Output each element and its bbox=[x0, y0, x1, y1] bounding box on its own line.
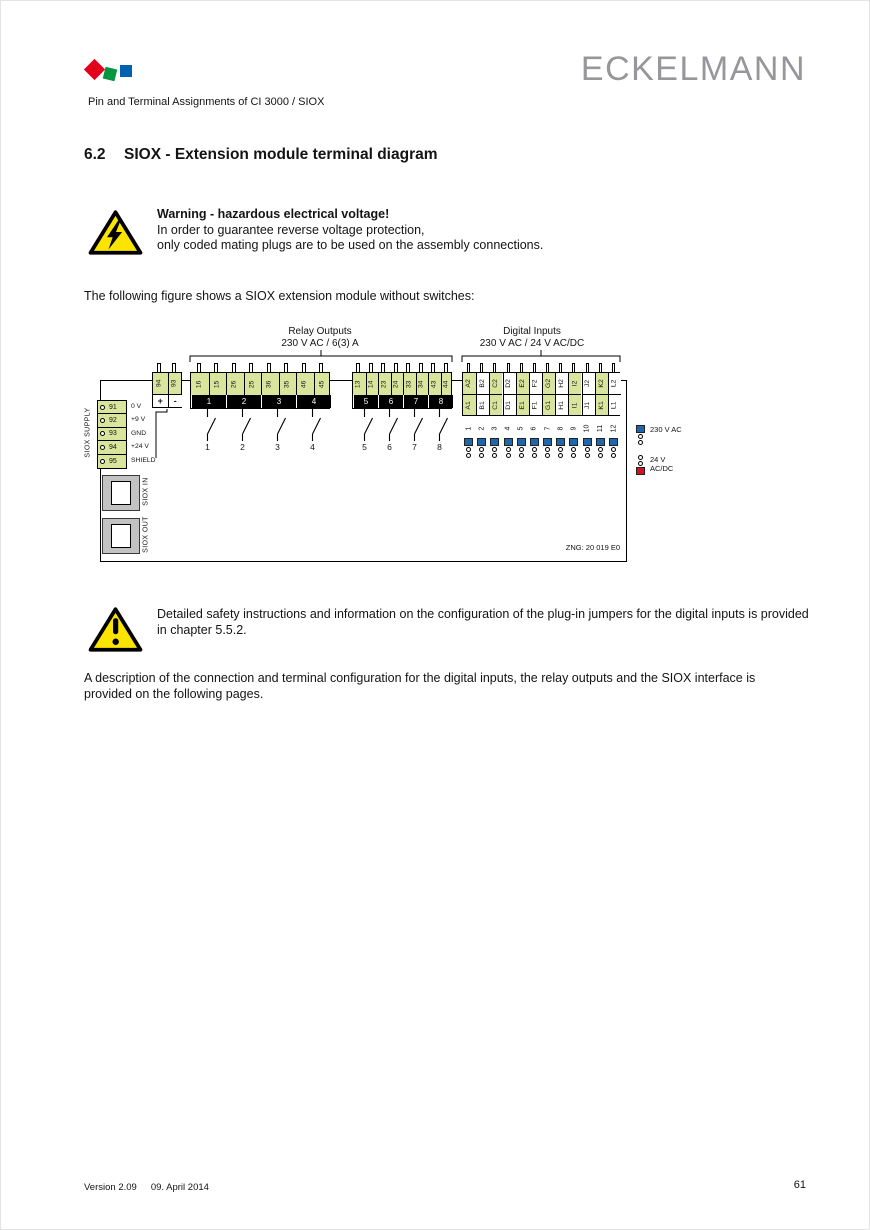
digital-pin-label: G1 bbox=[544, 400, 552, 410]
jumper-pin bbox=[492, 453, 497, 458]
digital-terminal-B1 bbox=[477, 394, 489, 415]
jumper-cap bbox=[569, 438, 578, 446]
section-title: SIOX - Extension module terminal diagram bbox=[124, 146, 438, 163]
high-voltage-warning-icon bbox=[88, 208, 143, 257]
power-terminal-94 bbox=[153, 373, 168, 394]
info-warning-text: Detailed safety instructions and information on the configuration of the plug-in jumpers for the digital inputs is provided in chapter 5.5.2. bbox=[157, 607, 809, 637]
jumper-number bbox=[610, 419, 618, 437]
jumper-pin bbox=[638, 440, 643, 445]
jumper-number bbox=[559, 419, 563, 437]
jumper-pin bbox=[558, 447, 563, 452]
jumper-pin bbox=[545, 447, 550, 452]
jumper-number bbox=[493, 419, 497, 437]
supply-pin-circle bbox=[100, 418, 105, 423]
footer-version bbox=[84, 1182, 209, 1193]
legend-label-line: 24 V bbox=[650, 455, 666, 464]
digital-pin-label: G2 bbox=[544, 378, 552, 389]
input-jumper-column bbox=[528, 419, 541, 458]
jumper-cap bbox=[530, 438, 539, 446]
supply-terminal-number: 95 bbox=[109, 457, 117, 465]
relay-pin-label: 25 bbox=[248, 380, 256, 388]
jumper-cap bbox=[556, 438, 565, 446]
digital-inputs-bracket bbox=[462, 350, 620, 362]
jumper-cap bbox=[490, 438, 499, 446]
supply-terminal-number: 91 bbox=[109, 403, 117, 411]
relay-terminal-strip-a bbox=[190, 372, 330, 409]
voltage-warning-line1: In order to guarantee reverse voltage protection, bbox=[157, 222, 425, 237]
digital-input-column bbox=[463, 373, 476, 415]
jumper-pin bbox=[611, 447, 616, 452]
voltage-warning-text bbox=[157, 207, 757, 254]
header-subtitle: Pin and Terminal Assignments of CI 3000 / SIOX bbox=[88, 96, 325, 108]
relay-switch-number: 6 bbox=[387, 442, 392, 452]
relay-number-box: 3 bbox=[261, 395, 296, 408]
jumper-icon-230v bbox=[556, 437, 565, 458]
jumper-icon-230v bbox=[464, 437, 473, 458]
relay-number-box: 5 bbox=[353, 395, 378, 408]
input-jumper-column bbox=[515, 419, 528, 458]
digital-input-column bbox=[568, 373, 581, 415]
section-number: 6.2 bbox=[84, 146, 106, 163]
exclamation-bar-icon bbox=[113, 618, 118, 634]
brand-wordmark: ECKELMANN bbox=[580, 50, 806, 88]
supply-pin-circle bbox=[100, 445, 105, 450]
digital-input-column bbox=[595, 373, 608, 415]
jumper-number-label: 7 bbox=[544, 426, 552, 430]
jumper-pin bbox=[571, 453, 576, 458]
relay-terminal-35 bbox=[279, 373, 297, 395]
voltage-warning-title: Warning - hazardous electrical voltage! bbox=[157, 207, 390, 221]
legend-label-line: AC/DC bbox=[650, 464, 674, 473]
relay-switch-number: 5 bbox=[362, 442, 367, 452]
power-pin-label: 94 bbox=[155, 379, 163, 388]
jumper-number bbox=[480, 419, 484, 437]
relay-outputs-rating: 230 V AC / 6(3) A bbox=[281, 338, 359, 349]
jumper-icon-230v bbox=[477, 437, 486, 458]
jumper-number bbox=[597, 419, 604, 437]
supply-terminal-row bbox=[98, 401, 126, 414]
digital-input-column bbox=[529, 373, 542, 415]
siox-out-connector bbox=[102, 518, 140, 554]
jumper-icon-230v bbox=[517, 437, 526, 458]
digital-terminal-A2 bbox=[463, 373, 476, 394]
jumper-pin bbox=[506, 447, 511, 452]
supply-terminal-number: 92 bbox=[109, 417, 117, 425]
relay-switch-symbol bbox=[278, 418, 286, 434]
relay-terminal-24 bbox=[391, 373, 404, 395]
digital-pin-label: I2 bbox=[571, 380, 578, 387]
relay-terminal-36 bbox=[261, 373, 279, 395]
relay-pin-label: 33 bbox=[405, 380, 413, 388]
legend-item-230v bbox=[636, 424, 682, 445]
relay-switch-symbol bbox=[243, 418, 251, 434]
page-number: 61 bbox=[793, 1179, 806, 1191]
relay-switch-number: 3 bbox=[275, 442, 280, 452]
supply-pin-circle bbox=[100, 431, 105, 436]
digital-pin-label: E2 bbox=[518, 379, 526, 388]
jumper-pin bbox=[598, 447, 603, 452]
digital-pin-label: F2 bbox=[531, 379, 539, 388]
input-jumper-column bbox=[594, 419, 607, 458]
digital-terminal-strip bbox=[462, 372, 620, 416]
relay-terminal-34 bbox=[416, 373, 429, 395]
supply-terminal-row bbox=[98, 441, 126, 454]
jumper-icon-230v bbox=[543, 437, 552, 458]
jumper-pin bbox=[466, 447, 471, 452]
legend-label-line: 230 V AC bbox=[650, 425, 682, 434]
relay-terminal-23 bbox=[378, 373, 391, 395]
digital-pin-label: C1 bbox=[492, 400, 499, 410]
digital-terminal-G2 bbox=[543, 373, 555, 394]
exclamation-dot-icon bbox=[112, 639, 118, 645]
digital-terminal-A1 bbox=[463, 394, 476, 415]
digital-terminal-F2 bbox=[530, 373, 542, 394]
legend-label bbox=[650, 454, 673, 473]
supply-pin-circle bbox=[100, 459, 105, 464]
power-terminal-93 bbox=[168, 373, 183, 394]
digital-terminal-I1 bbox=[569, 394, 581, 415]
digital-pin-label: E1 bbox=[518, 400, 526, 410]
eckelmann-logo-mark bbox=[85, 57, 137, 89]
input-jumper-column bbox=[581, 419, 594, 458]
jumper-pin bbox=[519, 453, 524, 458]
digital-terminal-F1 bbox=[530, 394, 542, 415]
power-terminal-block bbox=[152, 372, 182, 408]
digital-input-column bbox=[542, 373, 555, 415]
jumper-number-label: 4 bbox=[504, 426, 512, 430]
supply-terminal-row bbox=[98, 414, 126, 427]
jumper-cap bbox=[517, 438, 526, 446]
jumper-number bbox=[519, 419, 523, 437]
digital-pin-label: A2 bbox=[465, 379, 473, 388]
terminal-diagram bbox=[80, 322, 740, 572]
relay-switch-symbol bbox=[208, 418, 216, 434]
relay-terminal-43 bbox=[428, 373, 441, 395]
digital-input-column bbox=[555, 373, 568, 415]
relay-outputs-bracket bbox=[190, 350, 452, 362]
relay-switch-number: 4 bbox=[310, 442, 315, 452]
digital-terminal-J1 bbox=[583, 394, 595, 415]
digital-pin-label: B2 bbox=[478, 379, 486, 388]
jumper-number bbox=[572, 419, 576, 437]
relay-terminal-strip-b bbox=[352, 372, 452, 409]
jumper-icon-230v bbox=[490, 437, 499, 458]
jumper-pin bbox=[466, 453, 471, 458]
relay-pin-label: 45 bbox=[318, 380, 326, 388]
logo-green-square-icon bbox=[103, 67, 118, 82]
jumper-pin bbox=[598, 453, 603, 458]
jumper-pin bbox=[638, 434, 643, 439]
relay-switch-symbol bbox=[440, 418, 448, 434]
digital-pin-label: D1 bbox=[505, 400, 513, 410]
siox-supply-label: SIOX SUPPLY bbox=[84, 407, 92, 458]
supply-wiring-line bbox=[156, 409, 167, 458]
siox-out-label: SIOX OUT bbox=[142, 516, 150, 553]
digital-pin-label: D2 bbox=[505, 379, 513, 388]
relay-terminal-14 bbox=[366, 373, 379, 395]
siox-in-connector bbox=[102, 475, 140, 511]
jumper-pin bbox=[558, 453, 563, 458]
section-heading bbox=[84, 146, 438, 164]
relay-terminal-16 bbox=[191, 373, 209, 395]
jumper-pin bbox=[585, 447, 590, 452]
input-jumper-column bbox=[475, 419, 488, 458]
input-jumper-column bbox=[554, 419, 567, 458]
supply-terminal-label: 0 V bbox=[131, 403, 142, 410]
digital-pin-label: B1 bbox=[478, 400, 486, 410]
jumper-number-label: 6 bbox=[530, 426, 538, 430]
general-warning-icon bbox=[88, 605, 143, 654]
relay-pin-label: 15 bbox=[213, 380, 221, 388]
jumper-cap bbox=[504, 438, 513, 446]
digital-pin-label: L1 bbox=[610, 401, 618, 409]
relay-switch-number: 2 bbox=[240, 442, 245, 452]
relay-pin-label: 23 bbox=[380, 380, 388, 388]
digital-pin-label: H2 bbox=[557, 379, 565, 388]
relay-terminal-44 bbox=[441, 373, 454, 395]
jumper-number-label: 3 bbox=[491, 426, 499, 430]
digital-terminal-D2 bbox=[504, 373, 516, 394]
relay-terminal-25 bbox=[244, 373, 262, 395]
jumper-cap bbox=[636, 467, 645, 475]
jumper-number-label: 8 bbox=[557, 426, 565, 430]
jumper-cap bbox=[636, 425, 645, 433]
jumper-pin bbox=[611, 453, 616, 458]
jumper-number bbox=[532, 419, 536, 437]
relay-terminal-33 bbox=[403, 373, 416, 395]
digital-pin-label: C2 bbox=[492, 379, 499, 388]
supply-terminal-label: +9 V bbox=[131, 416, 146, 424]
supply-terminal-label: SHIELD bbox=[131, 456, 156, 464]
digital-terminal-I2 bbox=[569, 373, 581, 394]
jumper-number bbox=[467, 419, 471, 437]
relay-pin-label: 13 bbox=[354, 380, 362, 388]
supply-terminal-label: GND bbox=[131, 429, 147, 437]
relay-switch-number: 8 bbox=[437, 442, 442, 452]
drawing-number: ZNG: 20 019 E0 bbox=[565, 543, 620, 552]
relay-switch-symbol bbox=[390, 418, 398, 434]
jumper-number bbox=[546, 419, 550, 437]
digital-inputs-title: Digital Inputs bbox=[503, 326, 561, 337]
jumper-icon-24v bbox=[636, 454, 645, 475]
digital-terminal-H1 bbox=[556, 394, 568, 415]
power-pin-label: 93 bbox=[170, 379, 178, 388]
jumper-number-label: 10 bbox=[583, 424, 591, 432]
jumper-pin bbox=[532, 453, 537, 458]
jumper-number-label: 12 bbox=[609, 424, 617, 432]
relay-pin-label: 43 bbox=[430, 380, 438, 388]
jumper-number bbox=[583, 419, 591, 437]
jumper-cap bbox=[543, 438, 552, 446]
jumper-icon-230v bbox=[636, 424, 645, 445]
jumper-icon-230v bbox=[609, 437, 618, 458]
relay-number-box: 2 bbox=[226, 395, 261, 408]
digital-terminal-K2 bbox=[596, 373, 608, 394]
digital-input-column bbox=[489, 373, 502, 415]
siox-in-label: SIOX IN bbox=[142, 477, 150, 506]
version-date: 09. April 2014 bbox=[150, 1182, 209, 1193]
supply-pin-circle bbox=[100, 405, 105, 410]
digital-pin-label: F1 bbox=[531, 401, 539, 409]
jumper-cap bbox=[596, 438, 605, 446]
siox-supply-terminal-block bbox=[97, 400, 127, 469]
digital-terminal-D1 bbox=[504, 394, 516, 415]
digital-inputs-rating: 230 V AC / 24 V AC/DC bbox=[479, 338, 585, 349]
jumper-cap bbox=[464, 438, 473, 446]
jumper-pin bbox=[638, 455, 643, 460]
relay-pin-label: 26 bbox=[230, 380, 238, 388]
jumper-number-label: 5 bbox=[517, 426, 525, 430]
digital-pin-label: J1 bbox=[584, 401, 592, 409]
logo-blue-square-icon bbox=[120, 65, 132, 77]
relay-number-box: 7 bbox=[403, 395, 428, 408]
relay-switch-symbol bbox=[365, 418, 373, 434]
jumper-number bbox=[506, 419, 510, 437]
supply-terminal-row bbox=[98, 428, 126, 441]
jumper-number-label: 2 bbox=[478, 426, 486, 430]
relay-pin-label: 35 bbox=[283, 380, 291, 388]
jumper-pin bbox=[479, 453, 484, 458]
relay-terminal-15 bbox=[209, 373, 227, 395]
siox-out-socket bbox=[111, 524, 131, 548]
digital-input-column bbox=[503, 373, 516, 415]
digital-pin-label: J2 bbox=[584, 379, 592, 388]
supply-terminal-row bbox=[98, 455, 126, 468]
digital-terminal-L1 bbox=[609, 394, 621, 415]
digital-input-column bbox=[476, 373, 489, 415]
relay-pin-label: 16 bbox=[195, 380, 203, 388]
relay-switch-number: 1 bbox=[205, 442, 210, 452]
digital-terminal-L2 bbox=[609, 373, 621, 394]
input-jumper-column bbox=[462, 419, 475, 458]
body-paragraph: A description of the connection and terminal configuration for the digital inputs, the relay outputs and the SIOX interface is provided on the following pages. bbox=[84, 671, 756, 701]
digital-terminal-C1 bbox=[490, 394, 502, 415]
digital-pin-label: K2 bbox=[597, 379, 605, 388]
jumper-icon-230v bbox=[530, 437, 539, 458]
jumper-pin bbox=[506, 453, 511, 458]
intro-text: The following figure shows a SIOX extension module without switches: bbox=[84, 289, 475, 303]
jumper-pin bbox=[571, 447, 576, 452]
jumper-pin bbox=[585, 453, 590, 458]
jumper-icon-230v bbox=[569, 437, 578, 458]
digital-terminal-J2 bbox=[583, 373, 595, 394]
digital-terminal-E2 bbox=[517, 373, 529, 394]
supply-terminal-label: +24 V bbox=[131, 443, 149, 451]
legend-item-24v bbox=[636, 454, 673, 475]
jumper-pin bbox=[519, 447, 524, 452]
input-jumper-column bbox=[488, 419, 501, 458]
relay-pin-label: 44 bbox=[442, 380, 450, 388]
input-jumper-column bbox=[607, 419, 620, 458]
supply-terminal-number: 94 bbox=[109, 443, 117, 451]
relay-switch-symbol bbox=[415, 418, 423, 434]
digital-pin-label: A1 bbox=[465, 400, 473, 410]
jumper-pin bbox=[492, 447, 497, 452]
digital-terminal-E1 bbox=[517, 394, 529, 415]
relay-terminal-46 bbox=[296, 373, 314, 395]
jumper-pin bbox=[545, 453, 550, 458]
input-jumper-column bbox=[541, 419, 554, 458]
relay-switch-number: 7 bbox=[412, 442, 417, 452]
relay-number-box: 8 bbox=[428, 395, 453, 408]
jumper-icon-230v bbox=[596, 437, 605, 458]
relay-pin-label: 14 bbox=[367, 380, 375, 388]
digital-input-column bbox=[516, 373, 529, 415]
relay-number-box: 1 bbox=[191, 395, 226, 408]
relay-number-box: 4 bbox=[296, 395, 331, 408]
digital-terminal-H2 bbox=[556, 373, 568, 394]
digital-terminal-K1 bbox=[596, 394, 608, 415]
legend-label bbox=[650, 424, 682, 434]
jumper-pin bbox=[638, 461, 643, 466]
relay-pin-label: 24 bbox=[392, 380, 400, 388]
version-label: Version 2.09 bbox=[84, 1182, 137, 1193]
relay-number-box: 6 bbox=[378, 395, 403, 408]
jumper-pin bbox=[479, 447, 484, 452]
digital-input-column bbox=[582, 373, 595, 415]
relay-terminal-13 bbox=[353, 373, 366, 395]
digital-input-column bbox=[608, 373, 621, 415]
jumper-number-label: 11 bbox=[596, 424, 604, 432]
siox-in-socket bbox=[111, 481, 131, 505]
digital-pin-label: H1 bbox=[557, 400, 565, 410]
jumper-cap bbox=[609, 438, 618, 446]
digital-terminal-C2 bbox=[490, 373, 502, 394]
jumper-number-label: 1 bbox=[465, 426, 473, 430]
relay-pin-label: 36 bbox=[265, 380, 273, 388]
digital-terminal-B2 bbox=[477, 373, 489, 394]
relay-terminal-26 bbox=[226, 373, 244, 395]
supply-terminal-number: 93 bbox=[109, 430, 117, 438]
jumper-cap bbox=[477, 438, 486, 446]
digital-pin-label: L2 bbox=[610, 379, 618, 388]
relay-switch-symbol bbox=[313, 418, 321, 434]
digital-terminal-G1 bbox=[543, 394, 555, 415]
relay-outputs-title: Relay Outputs bbox=[288, 326, 352, 337]
digital-pin-label: I1 bbox=[571, 402, 578, 408]
jumper-cap bbox=[583, 438, 592, 446]
voltage-warning-line2: only coded mating plugs are to be used on the assembly connections. bbox=[157, 238, 544, 252]
relay-terminal-45 bbox=[314, 373, 332, 395]
jumper-number-label: 9 bbox=[570, 426, 578, 430]
input-jumper-column bbox=[567, 419, 580, 458]
relay-pin-label: 46 bbox=[300, 380, 308, 388]
input-jumper-column bbox=[502, 419, 515, 458]
digital-pin-label: K1 bbox=[597, 400, 605, 410]
jumper-icon-230v bbox=[583, 437, 592, 458]
jumper-pin bbox=[532, 447, 537, 452]
jumper-icon-230v bbox=[504, 437, 513, 458]
power-polarity-plus: + bbox=[153, 394, 168, 407]
relay-pin-label: 34 bbox=[417, 380, 425, 388]
power-polarity-minus: - bbox=[168, 394, 183, 407]
